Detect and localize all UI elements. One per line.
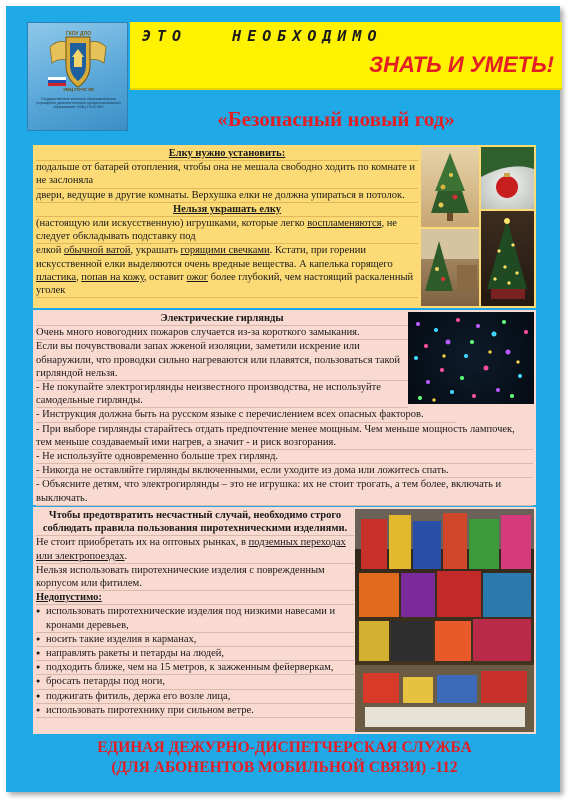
pyro-forbidden: Недопустимо: xyxy=(36,591,354,605)
list-item: ● подходить ближе, чем на 15 метров, к зажженным фейерверкам, xyxy=(36,661,354,675)
footer-line1: ЕДИНАЯ ДЕЖУРНО-ДИСПЕТЧЕРСКАЯ СЛУЖБА xyxy=(97,739,472,756)
garlands-section xyxy=(33,310,536,505)
garlands-text xyxy=(36,312,533,506)
photo-christmas-tree xyxy=(421,147,479,227)
tree-p4h: попав на кожу xyxy=(81,271,144,283)
tree-p4b: обычной ватой xyxy=(63,245,131,257)
photo-ornament xyxy=(481,147,534,209)
tree-p4i: , оставит xyxy=(143,271,187,283)
svg-text:ГКОУ ДПО: ГКОУ ДПО xyxy=(65,31,92,37)
tree-p4j: ожог xyxy=(186,271,209,283)
emblem-text-icon xyxy=(28,23,129,63)
garlands-p4: - Инструкция должна быть на русском языке с перечислением всех опасных факторов. xyxy=(36,408,456,422)
tree-p4f: пластика xyxy=(36,271,76,283)
emblem-caption: Государственное казенное образовательное учреждение дополнительного профессионального образования «УМЦ ГОЧС КК» xyxy=(36,97,121,110)
banner-line1: ЭТО НЕОБХОДИМО xyxy=(142,27,383,45)
tree-p3c: , не следует обкладывать подставку под xyxy=(36,218,397,243)
list-item: ● использовать пиротехнические изделия под низкими навесами и кронами деревьев, xyxy=(36,605,354,632)
tree-p4c: , украшать xyxy=(130,245,181,257)
pyro-heading: Чтобы предотвратить несчастный случай, необходимо строго соблюдать правила пользования пиротехническими изделиями. xyxy=(36,509,354,536)
photo-room-tree xyxy=(421,229,479,306)
tree-heading1: Елку нужно установить: xyxy=(36,147,418,161)
list-item: ● бросать петарды под ноги, xyxy=(36,675,354,689)
tree-p1: подальше от батарей отопления, чтобы она не мешала свободно ходить по комнате и не заслоняла xyxy=(36,161,418,188)
garlands-p5: - При выборе гирлянды старайтесь отдать предпочтение менее мощным. Чем меньше мощность лампочек, тем меньше создаваемый ими нагрев, а значит - и риск возгорания. xyxy=(36,423,533,450)
emblem-panel xyxy=(27,22,128,131)
garlands-p3: - Не покупайте электрогирлянды неизвестного производства, не используйте самодельные гирлянды. xyxy=(36,381,408,408)
tree-text xyxy=(36,147,418,298)
photo-lit-tree xyxy=(481,211,534,306)
emblem-text-bottom-icon xyxy=(28,83,129,97)
list-item: ● носить такие изделия в карманах, xyxy=(36,633,354,647)
garlands-p2: Если вы почувствовали запах жженой изоляции, заметили искрение или обнаружили, что проводки сильно нагреваются или плавятся, пользоваться такой гирляндой нельзя. xyxy=(36,340,408,381)
tree-section xyxy=(33,145,536,308)
tree-p4e: . Кстати, при горении искусственной елки выделяются очень вредные вещества. А капелька горящего xyxy=(36,245,393,270)
tree-p4d: горящими свечками xyxy=(180,245,270,257)
tree-p3 xyxy=(36,217,418,244)
garlands-p6: - Не используйте одновременно больше трех гирлянд. xyxy=(36,450,533,464)
list-item: ● использовать пиротехнику при сильном ветре. xyxy=(36,704,354,718)
garlands-heading: Электрические гирлянды xyxy=(36,312,408,326)
tree-p4a: елкой xyxy=(36,245,64,257)
garlands-p7: - Никогда не оставляйте гирлянды включенными, если уходите из дома или ложитесь спать. xyxy=(36,464,533,478)
tree-heading2: Нельзя украшать елку xyxy=(36,203,418,217)
tree-p2: двери, ведущие в другие комнаты. Верхушка елки не должна упираться в потолок. xyxy=(36,189,418,203)
pyro-list xyxy=(36,605,354,718)
tree-p3b: воспламеняются xyxy=(307,218,382,230)
list-item: ● поджигать фитиль, держа его возле лица, xyxy=(36,690,354,704)
pyro-text xyxy=(36,509,354,718)
footer-line2: (ДЛЯ АБОНЕНТОВ МОБИЛЬНОЙ СВЯЗИ) -112 xyxy=(111,759,458,776)
photo-fireworks-stall xyxy=(355,509,534,732)
tree-p3a: (настоящую или искусственную) игрушками, которые легко xyxy=(36,218,308,230)
pyro-p1b: подземных переходах или электропоездах xyxy=(36,537,346,562)
garlands-p1: Очень много новогодних пожаров случается из-за короткого замыкания. xyxy=(36,326,408,340)
pyro-p1 xyxy=(36,536,354,563)
tree-p4 xyxy=(36,244,418,298)
header-banner xyxy=(130,22,562,90)
svg-text:УМЦ ГОЧС КК: УМЦ ГОЧС КК xyxy=(63,87,94,92)
pyro-p1c: . xyxy=(124,550,128,562)
pyro-p1a: Не стоит приобретать их на оптовых рынках, в xyxy=(36,537,249,549)
footer xyxy=(33,738,536,778)
poster xyxy=(6,6,560,792)
tree-p4g: , xyxy=(76,271,82,283)
pyro-p2: Нельзя использовать пиротехнические изделия с поврежденным корпусом или фитилем. xyxy=(36,564,354,591)
page-title: «Безопасный новый год» xyxy=(217,107,455,131)
tree-p4k: более глубокий, чем настоящий раскаленный уголек xyxy=(36,271,414,297)
banner-line2: ЗНАТЬ И УМЕТЬ! xyxy=(369,52,554,77)
pyro-section xyxy=(33,507,536,734)
garlands-p8: - Объясните детям, что электрогирлянды – это не игрушка: их не стоит трогать, а тем более, включать и выключать. xyxy=(36,478,533,505)
list-item: ● направлять ракеты и петарды на людей, xyxy=(36,647,354,661)
